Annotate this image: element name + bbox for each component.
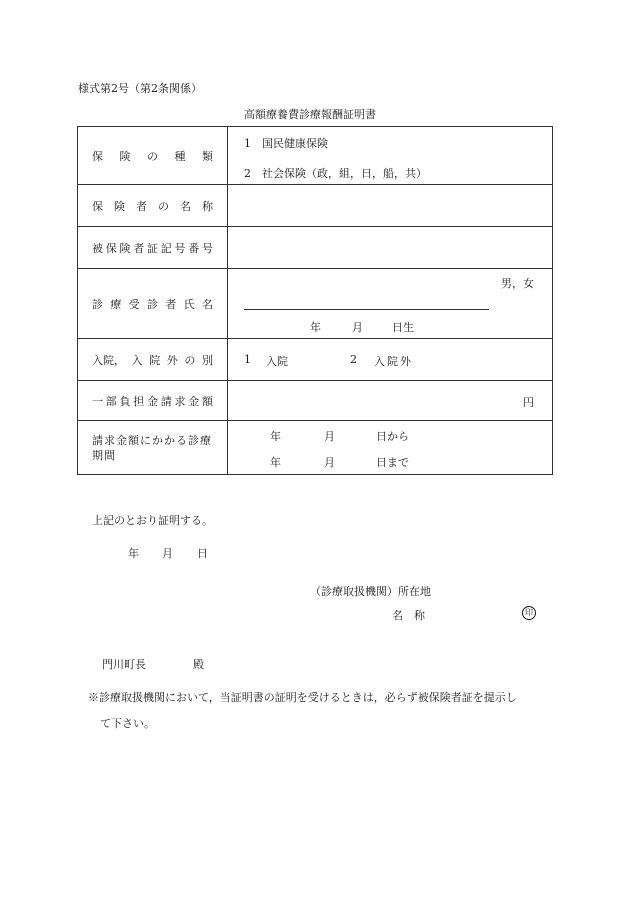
row-billing-period — [78, 421, 553, 475]
certification-date-year: 年 — [128, 547, 139, 560]
label-insurance-type — [78, 127, 228, 185]
seal-mark: 印 — [522, 606, 536, 620]
label-char: 号 — [202, 241, 213, 255]
label-copay-amount — [78, 381, 228, 421]
label-char: 外 — [166, 353, 178, 367]
label-insured-card-number — [78, 227, 228, 269]
row-admission — [78, 339, 553, 381]
addressee-name: 門川町長 — [102, 658, 146, 671]
institution-name-label: 名 称 — [392, 609, 425, 622]
option-inpatient-number: 1 — [244, 353, 251, 366]
value-insurance-type[interactable] — [228, 127, 553, 185]
label-char: 名 — [180, 199, 191, 213]
label-char: 証 — [147, 241, 158, 255]
option-inpatient[interactable]: 入院 — [266, 355, 288, 368]
insurer-name-field[interactable] — [228, 185, 553, 227]
row-insurer-name — [78, 185, 553, 227]
label-char: 者 — [165, 297, 177, 311]
label-admission — [78, 339, 228, 381]
label-char: 金 — [147, 394, 158, 408]
label-char: の — [147, 149, 158, 163]
label-char: 入 — [131, 353, 143, 367]
form-number: 様式第2号（第2条関係） — [78, 82, 202, 95]
label-char: 険 — [119, 149, 131, 163]
label-char: 番 — [188, 241, 200, 255]
billing-period-field[interactable] — [228, 421, 553, 475]
note-line-2: て下さい。 — [100, 717, 155, 730]
option-national-health-insurance[interactable]: 1 国民健康保険 — [244, 137, 328, 150]
label-char: 名 — [201, 297, 213, 311]
yen-unit: 円 — [523, 396, 534, 409]
label-char: 保 — [92, 149, 103, 163]
gender-options[interactable]: 男，女 — [501, 277, 534, 290]
label-char: 受 — [128, 297, 140, 311]
certification-date-day: 日 — [197, 547, 208, 560]
label-char: 担 — [133, 394, 145, 408]
billing-period-label: 請求金額にかかる診療期間 — [92, 433, 212, 462]
note-line-1: ※診療取扱機関において，当証明書の証明を受けるときは，必らず被保険者証を提示し — [88, 691, 517, 704]
label-char: 別 — [201, 353, 213, 367]
patient-name-line — [244, 309, 489, 310]
label-char: 療 — [110, 297, 122, 311]
option-outpatient-number: 2 — [350, 353, 357, 366]
label-char: 保 — [92, 199, 103, 213]
from-day-label: 日から — [376, 430, 409, 443]
option-social-insurance[interactable]: 2 社会保険（政，組，日，船，共） — [244, 167, 427, 180]
birth-day-label: 日生 — [392, 321, 414, 334]
row-patient-name — [78, 269, 553, 339]
admission-field[interactable] — [228, 339, 553, 381]
label-char: 種 — [174, 149, 186, 163]
from-month-label: 月 — [324, 430, 335, 443]
row-insurance-type — [78, 127, 553, 185]
row-insured-card-number — [78, 227, 553, 269]
label-char: の — [184, 353, 196, 367]
label-char: の — [158, 199, 169, 213]
label-char: 氏 — [183, 297, 195, 311]
label-char: 称 — [202, 199, 213, 213]
label-char: 被 — [92, 241, 103, 255]
insured-card-number-field[interactable] — [228, 227, 553, 269]
birth-month-label: 月 — [352, 321, 363, 334]
label-char: 負 — [119, 394, 131, 408]
label-char: 院 — [149, 353, 161, 367]
certificate-form-table — [77, 126, 553, 475]
from-year-label: 年 — [270, 430, 281, 443]
patient-name-field[interactable] — [228, 269, 553, 339]
certification-date-month: 月 — [162, 547, 173, 560]
label-char: 請 — [160, 394, 172, 408]
to-year-label: 年 — [270, 456, 281, 469]
label-char: 険 — [119, 241, 131, 255]
label-patient-name — [78, 269, 228, 339]
institution-location-label: （診療取扱機関）所在地 — [310, 585, 431, 598]
copay-amount-field[interactable] — [228, 381, 553, 421]
label-char: 金 — [188, 394, 200, 408]
label-char: 部 — [105, 394, 117, 408]
label-char: 診 — [92, 297, 103, 311]
to-month-label: 月 — [324, 456, 335, 469]
to-day-label: 日まで — [376, 456, 409, 469]
label-char: 記 — [160, 241, 172, 255]
addressee-honorific: 殿 — [193, 658, 204, 671]
label-char: 者 — [133, 241, 145, 255]
label-char: 額 — [202, 394, 213, 408]
label-char: 一 — [92, 394, 103, 408]
label-char: 保 — [105, 241, 117, 255]
label-insurer-name — [78, 185, 228, 227]
label-char: 求 — [174, 394, 186, 408]
label-billing-period — [78, 421, 228, 475]
birth-year-label: 年 — [310, 321, 321, 334]
document-title: 高額療養費診療報酬証明書 — [244, 108, 376, 121]
label-char: 号 — [174, 241, 186, 255]
row-copay-amount — [78, 381, 553, 421]
option-outpatient[interactable]: 入院外 — [374, 355, 413, 368]
label-char: 入院， — [92, 353, 125, 367]
certification-statement: 上記のとおり証明する。 — [92, 514, 213, 527]
label-char: 険 — [114, 199, 125, 213]
label-char: 診 — [146, 297, 158, 311]
label-char: 者 — [136, 199, 147, 213]
label-char: 類 — [202, 149, 213, 163]
